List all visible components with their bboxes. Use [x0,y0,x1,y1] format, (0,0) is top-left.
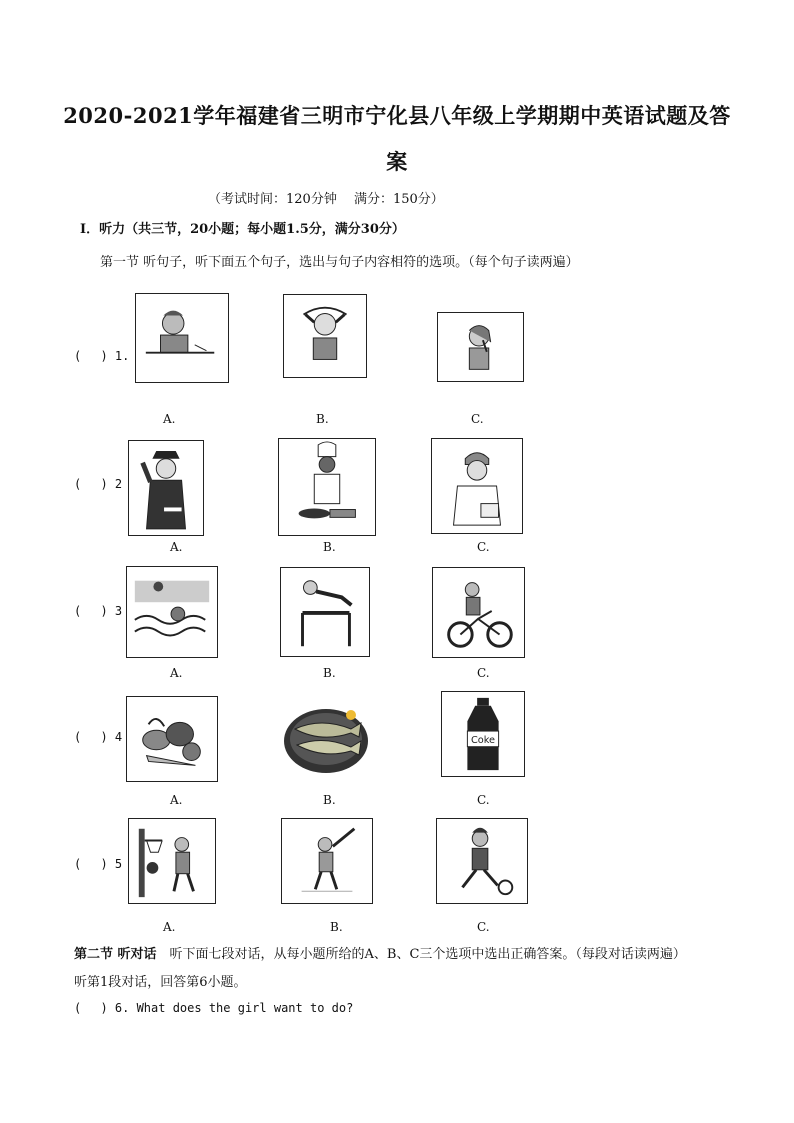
doctor-writing-icon [432,439,522,533]
boy-basketball-icon [129,819,215,903]
q4-option-a-label: A. [170,793,183,807]
q4-option-b-label: B. [323,793,336,807]
sick-girl-icon [438,313,523,381]
question-4-number: ( ) 4 [74,730,123,744]
q3-option-b-image[interactable] [280,567,370,657]
question-3-number: ( ) 3 [74,604,123,618]
q1-option-c-label: C. [471,412,484,426]
question-6: ( ) 6. What does the girl want to do? [74,1001,354,1015]
question-1-number: ( ) 1. [74,349,130,363]
part1-instruction: 第一节 听句子，听下面五个句子，选出与句子内容相符的选项。（每个句子读两遍） [100,255,579,270]
q3-option-b-label: B. [323,666,336,680]
q3-option-a-label: A. [170,666,183,680]
q5-option-b-image[interactable] [281,818,373,904]
boy-high-jump-icon [281,568,369,656]
q2-option-a-label: A. [170,540,183,554]
q1-option-a-label: A. [163,412,176,426]
q2-option-c-image[interactable] [431,438,523,534]
q3-option-c-image[interactable] [432,567,525,658]
q1-option-a-image[interactable] [135,293,229,383]
q2-option-c-label: C. [477,540,490,554]
question-2-number: ( ) 2 [74,477,123,491]
q1-option-c-image[interactable] [437,312,524,382]
q1-option-b-label: B. [316,412,329,426]
q3-option-c-label: C. [477,666,490,680]
q5-option-b-label: B. [330,920,343,934]
chef-cooking-icon [279,439,375,535]
part2-instruction: 听第1段对话，回答第6小题。 [74,975,247,990]
boy-holding-head-icon [284,295,366,377]
girl-riding-bike-icon [433,568,524,657]
angry-boy-at-desk-icon [136,294,228,382]
fish-plate-icon [281,693,371,779]
boy-swimming-icon [127,567,217,657]
boy-baseball-icon [282,819,372,903]
section-heading: I．听力（共三节，20小题；每小题1.5分，满分30分） [80,222,405,237]
question-5-number: ( ) 5 [74,857,123,871]
q2-option-b-label: B. [323,540,336,554]
q4-option-a-image[interactable] [126,696,218,782]
exam-info: （考试时间：120分钟 满分：150分） [208,192,444,207]
coke-bottle-icon [442,692,524,776]
q1-option-b-image[interactable] [283,294,367,378]
q5-option-a-image[interactable] [128,818,216,904]
q5-option-c-label: C. [477,920,490,934]
q5-option-a-label: A. [163,920,176,934]
q5-option-c-image[interactable] [436,818,528,904]
q2-option-b-image[interactable] [278,438,376,536]
coke-label: Coke [470,734,496,746]
q2-option-a-image[interactable] [128,440,204,536]
q4-option-c-label: C. [477,793,490,807]
part2-heading [74,943,686,962]
page-title-continued: 案 [386,149,408,174]
q3-option-a-image[interactable] [126,566,218,658]
policeman-saluting-icon [129,441,203,535]
part2-heading-text: 听下面七段对话，从每小题所给的A、B、C三个选项中选出正确答案。（每段对话读两遍） [156,947,686,962]
part2-heading-title: 第二节 听对话 [74,947,157,962]
q4-option-c-image[interactable] [441,691,525,777]
vegetables-icon [127,697,217,781]
page-title: 2020-2021学年福建省三明市宁化县八年级上学期期中英语试题及答 [63,103,731,128]
boy-soccer-icon [437,819,527,903]
q4-option-b-image[interactable] [281,693,371,779]
